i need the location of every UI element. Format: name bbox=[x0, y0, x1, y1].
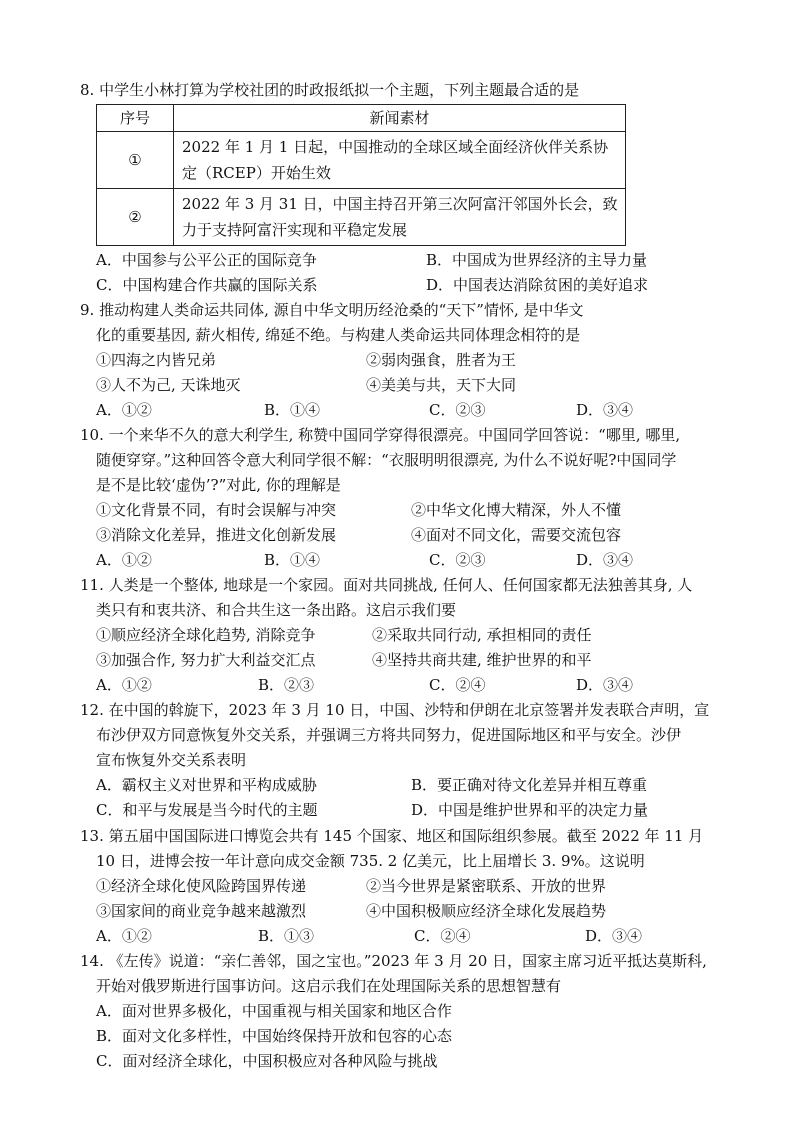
q12-option-b[interactable]: B．要正确对待文化差异并相互尊重 bbox=[411, 776, 648, 794]
q12-option-c[interactable]: C．和平与发展是当今时代的主题 bbox=[96, 801, 318, 819]
q13-option-a[interactable]: A．①② bbox=[96, 927, 152, 945]
q13-statement-1: ①经济全球化使风险跨国界传递 bbox=[96, 877, 307, 895]
q10-stem-line-3: 是不是比较‘虚伪’?”对此, 你的理解是 bbox=[96, 476, 341, 494]
q11-statement-1: ①顺应经济全球化趋势, 消除竞争 bbox=[96, 626, 316, 644]
q12-stem-line-3: 宣布恢复外交关系表明 bbox=[96, 751, 247, 769]
q8-option-d[interactable]: D．中国表达消除贫困的美好追求 bbox=[426, 276, 649, 294]
table-header-material: 新闻素材 bbox=[174, 105, 626, 132]
q14-option-c[interactable]: C．面对经济全球化，中国积极应对各种风险与挑战 bbox=[96, 1052, 438, 1070]
q10-option-c[interactable]: C．②③ bbox=[429, 551, 486, 569]
q10-option-b[interactable]: B．①④ bbox=[264, 551, 321, 569]
q14-option-b[interactable]: B．面对文化多样性，中国始终保持开放和包容的心态 bbox=[96, 1027, 453, 1045]
q12-option-d[interactable]: D．中国是维护世界和平的决定力量 bbox=[411, 801, 649, 819]
q9-statement-2: ②弱肉强食，胜者为王 bbox=[366, 351, 517, 369]
q14-option-a[interactable]: A．面对世界多极化，中国重视与相关国家和地区合作 bbox=[96, 1002, 452, 1020]
q14-stem-line-1: 14. 《左传》说道：“亲仁善邻，国之宝也。”2023 年 3 月 20 日，国家主席习近平抵达莫斯科, bbox=[80, 952, 707, 970]
q13-option-c[interactable]: C．②④ bbox=[414, 927, 471, 945]
q9-statement-3: ③人不为己, 天诛地灭 bbox=[96, 376, 241, 394]
q10-statement-3: ③消除文化差异，推进文化创新发展 bbox=[96, 526, 337, 544]
q10-stem-line-2: 随便穿穿。”这种回答令意大利同学很不解：“衣服明明很漂亮, 为什么不说好呢?中国同学 bbox=[96, 451, 677, 469]
q13-stem-line-1: 13. 第五届中国国际进口博览会共有 145 个国家、地区和国际组织参展。截至 2022 年 11 月 bbox=[80, 827, 704, 845]
table-row bbox=[97, 189, 626, 246]
q10-statement-4: ④面对不同文化，需要交流包容 bbox=[411, 526, 622, 544]
q9-stem-line-1: 9. 推动构建人类命运共同体, 源自中华文明历经沧桑的“天下”情怀, 是中华文 bbox=[80, 301, 584, 319]
q11-statement-4: ④坚持共商共建, 维护世界的和平 bbox=[372, 651, 592, 669]
q11-stem-line-2: 类只有和衷共济、和合共生这一条出路。这启示我们要 bbox=[96, 601, 457, 619]
q9-stem-line-2: 化的重要基因, 薪火相传, 绵延不绝。与构建人类命运共同体理念相符的是 bbox=[96, 326, 581, 344]
q11-statement-3: ③加强合作, 努力扩大利益交汇点 bbox=[96, 651, 316, 669]
table-cell-number: ② bbox=[97, 189, 174, 246]
q14-stem-line-2: 开始对俄罗斯进行国事访问。这启示我们在处理国际关系的思想智慧有 bbox=[96, 977, 562, 995]
q11-option-c[interactable]: C．②④ bbox=[429, 676, 486, 694]
q11-option-a[interactable]: A．①② bbox=[96, 676, 152, 694]
q12-stem-line-2: 布沙伊双方同意恢复外交关系，并强调三方将共同努力，促进国际地区和平与安全。沙伊 bbox=[96, 726, 682, 744]
q11-statement-2: ②采取共同行动, 承担相同的责任 bbox=[372, 626, 592, 644]
q9-statement-1: ①四海之内皆兄弟 bbox=[96, 351, 217, 369]
q13-option-b[interactable]: B．①③ bbox=[258, 927, 315, 945]
q12-stem-line-1: 12. 在中国的斡旋下，2023 年 3 月 10 日，中国、沙特和伊朗在北京签署并发表联合声明，宣 bbox=[80, 701, 710, 719]
table-cell-material: 2022 年 3 月 31 日，中国主持召开第三次阿富汗邻国外长会，致力于支持阿富汗实现和平稳定发展 bbox=[174, 189, 626, 246]
table-header-row bbox=[97, 105, 626, 132]
q10-option-d[interactable]: D．③④ bbox=[576, 551, 634, 569]
q10-statement-1: ①文化背景不同，有时会误解与冲突 bbox=[96, 501, 337, 519]
q9-option-d[interactable]: D．③④ bbox=[576, 401, 634, 419]
q11-stem-line-1: 11. 人类是一个整体, 地球是一个家园。面对共同挑战, 任何人、任何国家都无法独善其身, 人 bbox=[80, 576, 693, 594]
q9-option-b[interactable]: B．①④ bbox=[264, 401, 321, 419]
q13-option-d[interactable]: D．③④ bbox=[585, 927, 643, 945]
q11-option-b[interactable]: B．②③ bbox=[258, 676, 315, 694]
q8-stem: 8. 中学生小林打算为学校社团的时政报纸拟一个主题，下列主题最合适的是 bbox=[80, 81, 580, 99]
q8-option-a[interactable]: A．中国参与公平公正的国际竞争 bbox=[96, 251, 317, 269]
q11-option-d[interactable]: D．③④ bbox=[576, 676, 634, 694]
q13-statement-4: ④中国积极顺应经济全球化发展趋势 bbox=[366, 902, 607, 920]
q12-option-a[interactable]: A．霸权主义对世界和平构成威胁 bbox=[96, 776, 317, 794]
news-material-table bbox=[96, 104, 626, 246]
q10-statement-2: ②中华文化博大精深，外人不懂 bbox=[411, 501, 622, 519]
q8-option-b[interactable]: B．中国成为世界经济的主导力量 bbox=[426, 251, 648, 269]
table-row bbox=[97, 132, 626, 189]
q9-option-a[interactable]: A．①② bbox=[96, 401, 152, 419]
q13-statement-2: ②当今世界是紧密联系、开放的世界 bbox=[366, 877, 607, 895]
q9-statement-4: ④美美与共，天下大同 bbox=[366, 376, 517, 394]
q10-option-a[interactable]: A．①② bbox=[96, 551, 152, 569]
q9-option-c[interactable]: C．②③ bbox=[429, 401, 486, 419]
table-cell-number: ① bbox=[97, 132, 174, 189]
table-cell-material: 2022 年 1 月 1 日起，中国推动的全球区域全面经济伙伴关系协定（RCEP）开始生效 bbox=[174, 132, 626, 189]
table-header-number: 序号 bbox=[97, 105, 174, 132]
q10-stem-line-1: 10. 一个来华不久的意大利学生, 称赞中国同学穿得很漂亮。中国同学回答说：“哪里, 哪里, bbox=[80, 426, 681, 444]
q8-option-c[interactable]: C．中国构建合作共赢的国际关系 bbox=[96, 276, 318, 294]
q13-stem-line-2: 10 日，进博会按一年计意向成交金额 735. 2 亿美元，比上届增长 3. 9%。这说明 bbox=[96, 852, 645, 870]
q13-statement-3: ③国家间的商业竞争越来越激烈 bbox=[96, 902, 307, 920]
